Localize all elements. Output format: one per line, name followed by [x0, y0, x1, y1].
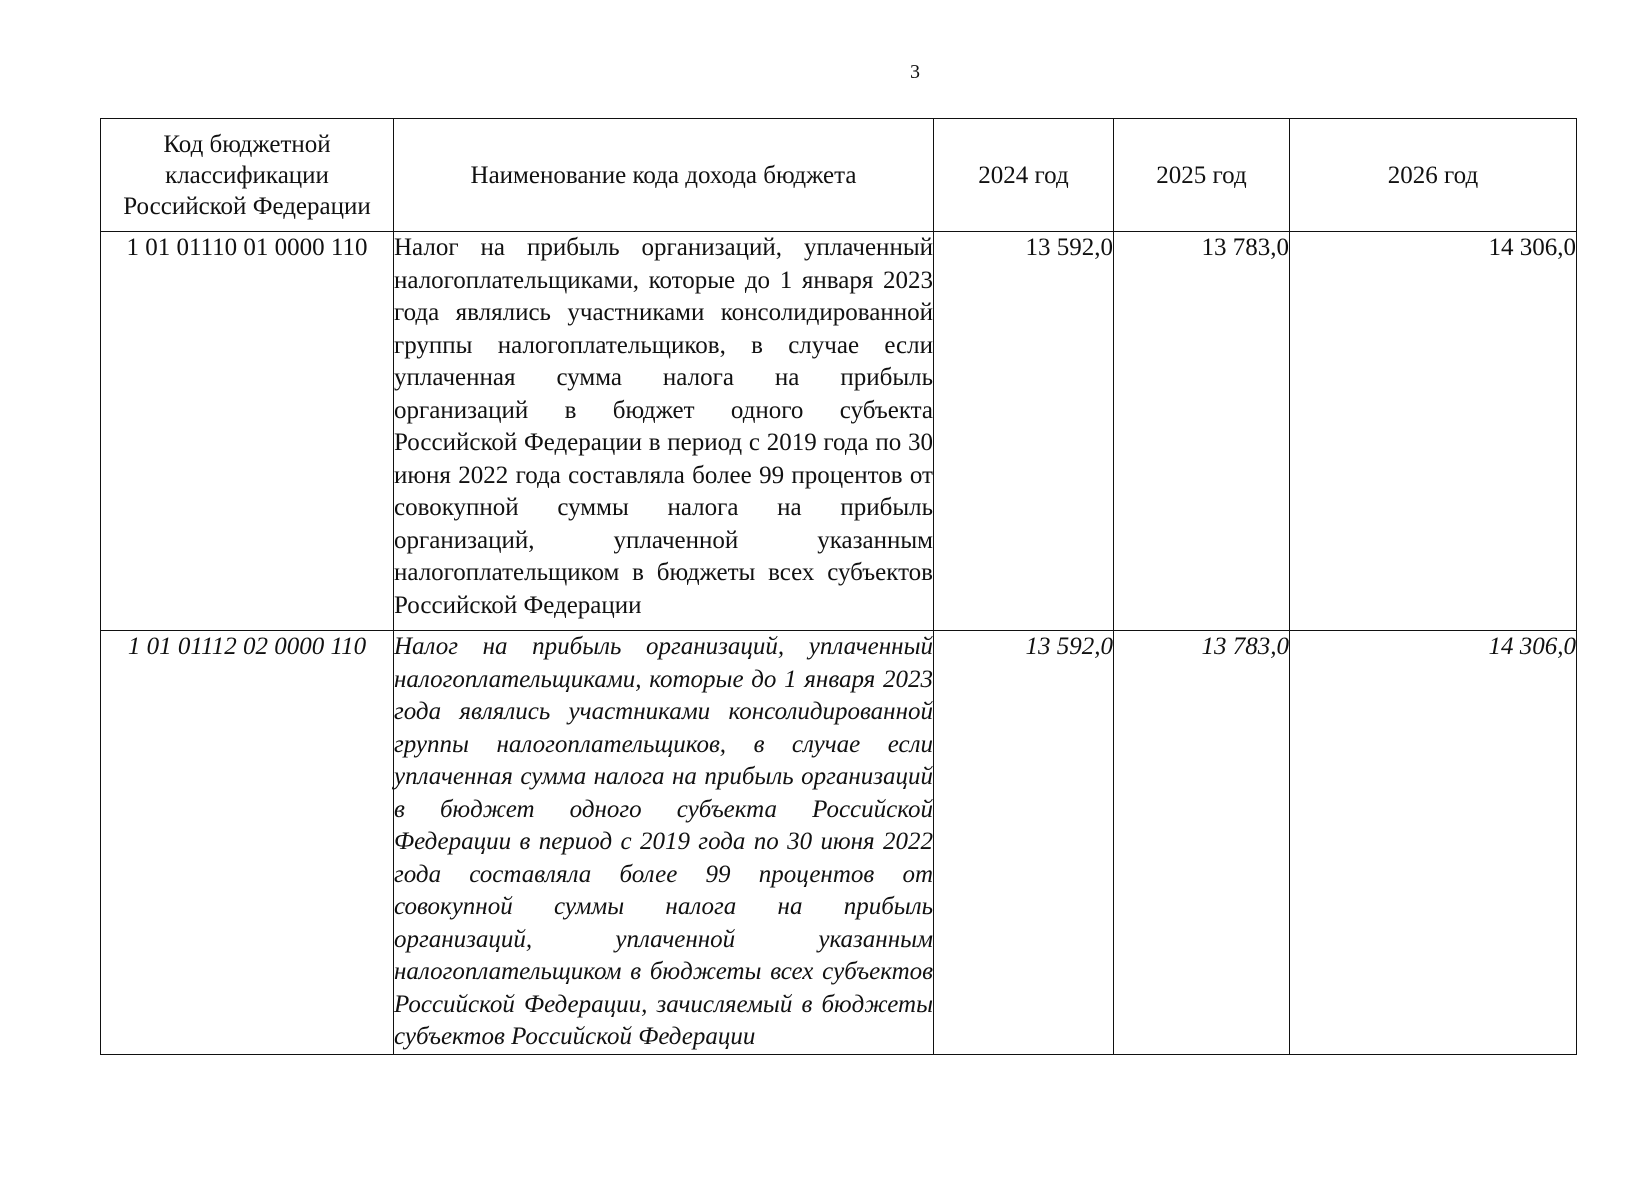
- table-row: [101, 631, 1577, 1055]
- row-value-2026: 14 306,0: [1290, 631, 1577, 1055]
- header-name: Наименование кода дохода бюджета: [394, 119, 934, 232]
- header-code: Код бюджетной классификации Российской Федерации: [101, 119, 394, 232]
- row-value-2024: 13 592,0: [934, 232, 1114, 631]
- header-year-2025: 2025 год: [1114, 119, 1290, 232]
- row-name: Налог на прибыль организаций, уплаченный налогоплательщиками, которые до 1 января 2023 года являлись участниками консолидированной группы налогоплательщиков, в случае если уплаченная сумма налога на прибыль организаций в бюджет одного субъекта Российской Федерации в период с 2019 года по 30 июня 2022 года составляла более 99 процентов от совокупной суммы налога на прибыль организаций, уплаченной указанным налогоплательщиком в бюджеты всех субъектов Российской Федерации, зачисляемый в бюджеты субъектов Российской Федерации: [394, 631, 934, 1055]
- row-code: 1 01 01112 02 0000 110: [101, 631, 394, 1055]
- row-value-2025: 13 783,0: [1114, 631, 1290, 1055]
- row-value-2025: 13 783,0: [1114, 232, 1290, 631]
- budget-revenue-table: [100, 118, 1577, 1055]
- row-code: 1 01 01110 01 0000 110: [101, 232, 394, 631]
- row-value-2026: 14 306,0: [1290, 232, 1577, 631]
- table-row: [101, 232, 1577, 631]
- page-number: 3: [910, 61, 920, 83]
- row-name: Налог на прибыль организаций, уплаченный налогоплательщиками, которые до 1 января 2023 года являлись участниками консолидированной группы налогоплательщиков, в случае если уплаченная сумма налога на прибыль организаций в бюджет одного субъекта Российской Федерации в период с 2019 года по 30 июня 2022 года составляла более 99 процентов от совокупной суммы налога на прибыль организаций, уплаченной указанным налогоплательщиком в бюджеты всех субъектов Российской Федерации: [394, 232, 934, 631]
- row-value-2024: 13 592,0: [934, 631, 1114, 1055]
- header-year-2026: 2026 год: [1290, 119, 1577, 232]
- header-year-2024: 2024 год: [934, 119, 1114, 232]
- table-header-row: [101, 119, 1577, 232]
